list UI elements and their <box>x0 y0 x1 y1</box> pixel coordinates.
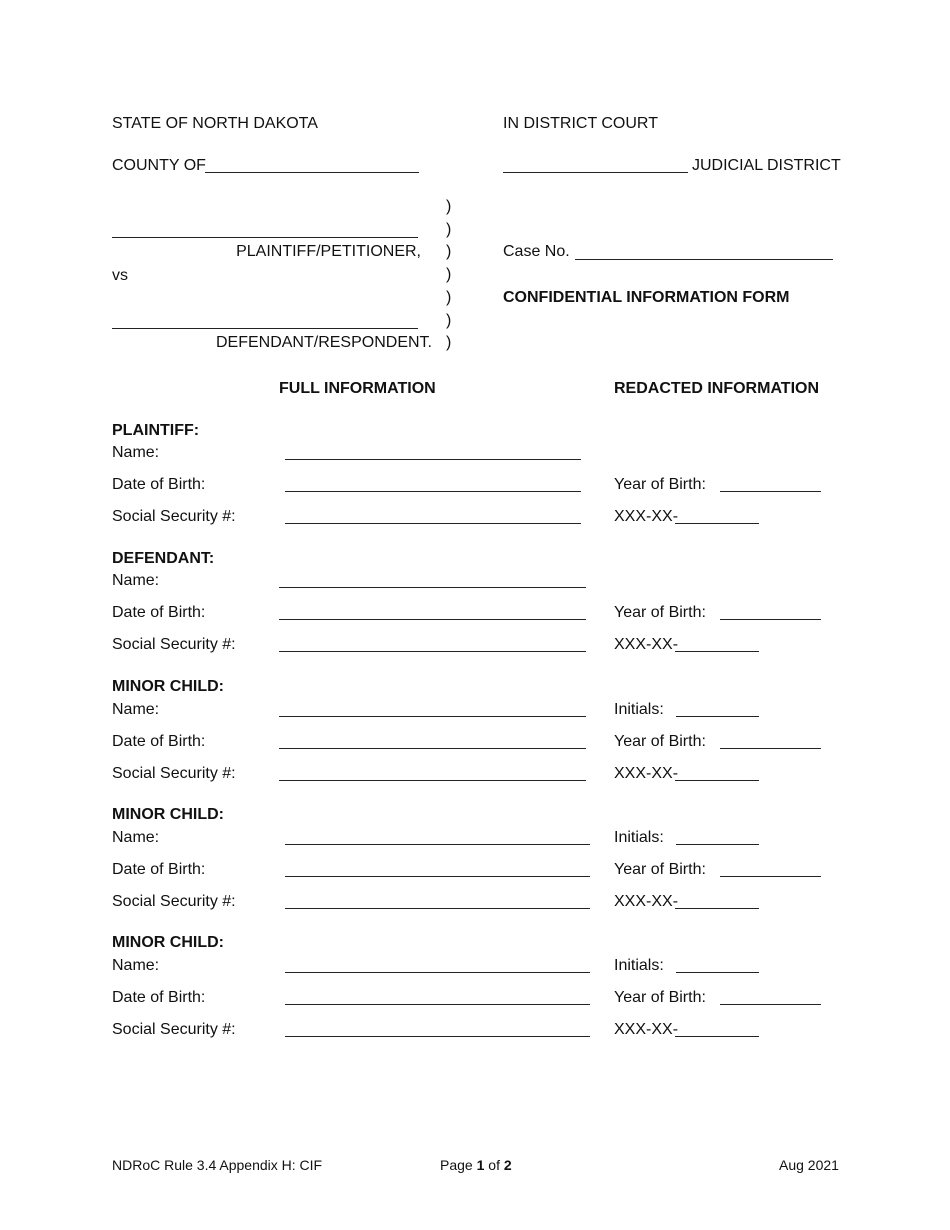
year-of-birth-label: Year of Birth: <box>614 604 706 621</box>
ssn-label: Social Security #: <box>112 508 236 525</box>
dob-label: Date of Birth: <box>112 476 206 493</box>
caption-paren: ) <box>446 243 452 260</box>
initials-label: Initials: <box>614 957 664 974</box>
section-heading: DEFENDANT: <box>112 550 215 567</box>
name-blank[interactable] <box>285 844 590 845</box>
county-blank[interactable] <box>205 172 419 173</box>
dob-label: Date of Birth: <box>112 861 206 878</box>
name-blank[interactable] <box>279 587 586 588</box>
caption-paren: ) <box>446 334 452 351</box>
plaintiff-petitioner-label: PLAINTIFF/PETITIONER, <box>236 243 421 260</box>
page-number <box>440 1155 512 1175</box>
dob-blank[interactable] <box>285 876 590 877</box>
ssn-redacted-prefix: XXX-XX- <box>614 636 679 653</box>
section-heading: MINOR CHILD: <box>112 678 224 695</box>
dob-blank[interactable] <box>279 748 586 749</box>
initials-label: Initials: <box>614 829 664 846</box>
district-label: JUDICIAL DISTRICT <box>692 157 841 174</box>
year-of-birth-blank[interactable] <box>720 619 821 620</box>
caption-paren: ) <box>446 198 452 215</box>
ssn-blank[interactable] <box>285 523 581 524</box>
ssn-last4-blank[interactable] <box>675 908 759 909</box>
initials-label: Initials: <box>614 701 664 718</box>
ssn-last4-blank[interactable] <box>675 523 759 524</box>
name-label: Name: <box>112 701 160 718</box>
year-of-birth-label: Year of Birth: <box>614 733 706 750</box>
ssn-label: Social Security #: <box>112 765 236 782</box>
page-word: Page <box>440 1157 473 1173</box>
year-of-birth-label: Year of Birth: <box>614 861 706 878</box>
dob-blank[interactable] <box>285 1004 590 1005</box>
name-label: Name: <box>112 572 160 589</box>
defendant-respondent-label: DEFENDANT/RESPONDENT. <box>215 334 432 351</box>
dob-label: Date of Birth: <box>112 604 206 621</box>
ssn-label: Social Security #: <box>112 893 236 910</box>
year-of-birth-label: Year of Birth: <box>614 989 706 1006</box>
dob-blank[interactable] <box>285 491 581 492</box>
page-total: 2 <box>503 1157 512 1173</box>
ssn-blank[interactable] <box>279 780 586 781</box>
district-blank[interactable] <box>503 172 688 173</box>
page-of: of <box>488 1157 500 1173</box>
plaintiff-name-blank[interactable] <box>112 237 418 238</box>
year-of-birth-blank[interactable] <box>720 491 821 492</box>
defendant-name-blank[interactable] <box>112 328 418 329</box>
dob-label: Date of Birth: <box>112 989 206 1006</box>
county-label: COUNTY OF <box>112 157 206 174</box>
name-blank[interactable] <box>285 459 581 460</box>
initials-blank[interactable] <box>676 972 759 973</box>
caption-paren: ) <box>446 266 452 283</box>
footer-date: Aug 2021 <box>779 1157 839 1173</box>
initials-blank[interactable] <box>676 844 759 845</box>
state-label: STATE OF NORTH DAKOTA <box>112 115 318 132</box>
name-label: Name: <box>112 829 160 846</box>
caption-paren: ) <box>446 221 452 238</box>
ssn-last4-blank[interactable] <box>675 651 759 652</box>
name-label: Name: <box>112 444 160 461</box>
section-heading: PLAINTIFF: <box>112 422 200 439</box>
year-of-birth-blank[interactable] <box>720 748 821 749</box>
redacted-information-heading: REDACTED INFORMATION <box>614 380 820 397</box>
ssn-redacted-prefix: XXX-XX- <box>614 765 679 782</box>
initials-blank[interactable] <box>676 716 759 717</box>
ssn-redacted-prefix: XXX-XX- <box>614 893 679 910</box>
year-of-birth-label: Year of Birth: <box>614 476 706 493</box>
name-label: Name: <box>112 957 160 974</box>
court-label: IN DISTRICT COURT <box>503 115 658 132</box>
ssn-blank[interactable] <box>279 651 586 652</box>
section-heading: MINOR CHILD: <box>112 934 224 951</box>
ssn-blank[interactable] <box>285 1036 590 1037</box>
year-of-birth-blank[interactable] <box>720 876 821 877</box>
ssn-redacted-prefix: XXX-XX- <box>614 1021 679 1038</box>
ssn-last4-blank[interactable] <box>675 1036 759 1037</box>
caption-paren: ) <box>446 289 452 306</box>
section-heading: MINOR CHILD: <box>112 806 224 823</box>
ssn-label: Social Security #: <box>112 1021 236 1038</box>
vs-label: vs <box>112 267 128 284</box>
form-title: CONFIDENTIAL INFORMATION FORM <box>503 289 790 306</box>
ssn-blank[interactable] <box>285 908 590 909</box>
year-of-birth-blank[interactable] <box>720 1004 821 1005</box>
ssn-redacted-prefix: XXX-XX- <box>614 508 679 525</box>
ssn-label: Social Security #: <box>112 636 236 653</box>
name-blank[interactable] <box>285 972 590 973</box>
dob-blank[interactable] <box>279 619 586 620</box>
ssn-last4-blank[interactable] <box>675 780 759 781</box>
case-no-blank[interactable] <box>575 259 833 260</box>
caption-paren: ) <box>446 312 452 329</box>
page-current: 1 <box>476 1157 485 1173</box>
name-blank[interactable] <box>279 716 586 717</box>
dob-label: Date of Birth: <box>112 733 206 750</box>
full-information-heading: FULL INFORMATION <box>279 380 436 397</box>
case-no-label: Case No. <box>503 243 570 260</box>
footer-rule-reference: NDRoC Rule 3.4 Appendix H: CIF <box>112 1157 323 1173</box>
